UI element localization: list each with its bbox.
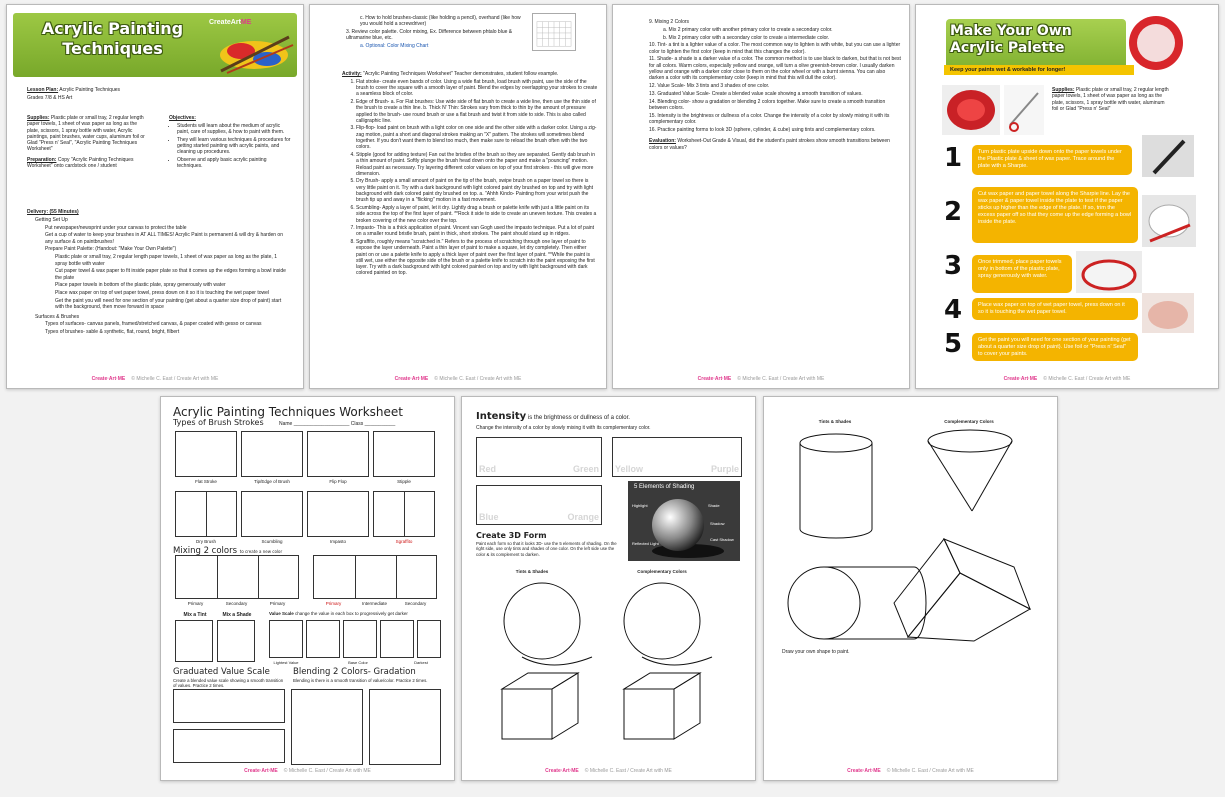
title-banner	[13, 13, 297, 77]
blending-heading: Blending 2 Colors- Gradation	[293, 667, 416, 677]
plate-image	[942, 85, 1000, 135]
types-heading: Types of Brush Strokes	[173, 418, 264, 427]
page-lesson-plan: Acrylic Painting Techniques CreateArtME Lesson Plan: Acrylic Painting Techniques Grades 7/8 & HS Art Supplies: Plastic plate or small tray, 2 regular length paper towels, 1 sheet of wax paper as long as the plate, scissors, 1 spray bottle with water, Acrylic paintings, paint brushes, water cups, aluminum foil or Glad "Press n' Seal", "Acrylic Painting Techniques Worksheet" Preparation: Copy "Acrylic Painting Techniques Worksheet" onto cardstock one / student Objectives: • Students will learn about the medium of acrylic paint, care of supplies, & how to paint with them. • They will learn various techniques & procedures for getting started painting with acrylic paints, and cleaning up procedures. • Observe and apply basic acrylic painting techniques. Delivery: (55 Minutes) Getting Set Up Put newspaper/newsprint under your canvas to protect the table Get a cup of water to keep your brushes in AT ALL TIMES! Acrylic Paint is permanent & will dry & harden on any surface & on paintbrushes! Prepare Paint Palette: (Handout: "Make Your Own Palette") Plastic plate or small tray, 2 regular length paper towels, 1 sheet of wax paper as long as the plate, 1 spray bottle with water Cut paper towel & wax paper to fit inside paper plate so that it comes up the edges forming a bowl inside the plate Place paper towels in bottom of the plastic plate, spray generously with water Place wax paper on top of wet paper towel, press down on it so it is touching the wet paper towel Get the paint you will need for one section of your painting (get about a quarter size drop of paint) start with the background, then move forward in space Surfaces & Brushes Types of surfaces- canvas panels, framed/stretched canvas, & paper coated with gesso or canvas Types of brushes- sable & synthetic, flat, round, bright, filbert Create·Art·ME © Michelle C. East / Create Art with ME	[6, 4, 304, 389]
value-box[interactable]	[306, 620, 340, 658]
mixing-box[interactable]	[175, 555, 299, 599]
paint-brushes-image	[211, 31, 297, 75]
worksheet-title: Acrylic Painting Techniques Worksheet	[173, 405, 403, 419]
practice-box[interactable]	[307, 491, 369, 537]
intensity-swatch[interactable]: Yellow Purple	[612, 437, 742, 477]
techniques-continued: 9. Mixing 2 Colors a. Mix 2 primary color with another primary color to create a secondary color. b. Mix 2 primary color with a secondary color to create a intermediate color. 10. Tint- a tint is a lighter value of a color. The most common way to lighten is with white, but you can use a lighter color to lighten the first color (keep in mind that this changes the color). 11. Shade- a shade is a darker value of a color. The common method is to use black to darken, but that is not best for all colors. Warm colors, especially yellow and orange, will turn a olive greenish-brown color. I usually darken yellow and orange with a darker color close to them on the color wheel or with a burnt sienna. You can also darken a color with its complementary color (keep in mind that this will dull the color). 12. Value Scale- Mix 3 tints and 3 shades of one color. 13. Graduated Value Scale- Create a blended value scale showing a smooth transition of values. 14. Blending color- show a gradation or blending 2 colors together. Make sure to create a smooth transition between colors. 15. Intensity is the brightness or dullness of a color. Change the intensity of a color by slowly mixing it with its complementary color. 16. Practice painting forms to look 3D (sphere, cylinder, & cube) using tints and complementary colors. Evaluation: Worksheet-Out Grade & Visual, did the student's paint strokes show smooth transitions between colors or values?	[649, 19, 901, 151]
supplies-text: Plastic plate or small tray, 2 regular length paper towels, 1 sheet of wax paper as long as the plate, scissors, 1 spray bottle with water, Acrylic paintings, paint brushes, water cups, aluminum foil or Glad "Press n' Seal", "Acrylic Painting Techniques Worksheet"	[27, 115, 145, 153]
page-footer: Create·Art·ME © Michelle C. East / Create Art with ME	[847, 768, 974, 774]
intensity-heading: Intensity is the brightness or dullness of a color.	[476, 411, 630, 422]
value-box[interactable]	[380, 620, 414, 658]
brand-logo: CreateArtME	[209, 19, 252, 26]
form-outlines[interactable]	[774, 427, 1050, 647]
practice-box[interactable]	[373, 431, 435, 477]
page-footer: Create·Art·ME © Michelle C. East / Create Art with ME	[545, 768, 672, 774]
color-mixing-chart-thumbnail	[532, 13, 576, 51]
step-box: Once trimmed, place paper towels only in bottom of the plastic plate, spray generously with water.	[972, 255, 1072, 293]
step-box: Get the paint you will need for one section of your painting (get about a quarter size drop of paint). Use foil or "Press n' Seal" to cover your paints.	[972, 333, 1138, 361]
step-box: Cut wax paper and paper towel along the Sharpie line. Lay the wax paper & paper towel inside the plate to test if the paper sticks up higher than the edge of the plate. If so, trim the excess paper off so that they come up the edge forming a bowl inside the plate.	[972, 187, 1138, 243]
step-box: Turn plastic plate upside down onto the paper towels under the Plastic plate & sheet of wax paper. Trace around the plate with a Sharpie.	[972, 145, 1132, 175]
graduated-heading: Graduated Value Scale	[173, 667, 270, 677]
blending-box[interactable]	[291, 689, 363, 765]
page-worksheet: Acrylic Painting Techniques Worksheet Types of Brush Strokes Name ____________________ Class ___________ Flat Stroke Tip/Edge of Brush Flip Flop Stipple Dry Brush Scumbling Impasto Sgraffito Mixing 2 colors to create a new color Primary Secondary Primary Primary Intermediate Secondary Mix a Tint Mix a Shade Value Scale change the value in each box to progressively get darker Lightest Value Base Color Darkest Graduated Value Scale Create a blended value scale showing a smooth transition of values. Practice 2 times. Blending 2 Colors- Gradation Blending is there is a smooth transition of value/color. Practice 2 times. Create·Art·ME © Michelle C. East / Create Art with ME	[160, 396, 455, 781]
page-intensity-form: Intensity is the brightness or dullness of a color. Change the intensity of a color by slowly mixing it with its complementary color. Red Green Yellow Purple Blue Orange 5 Elements of Shading Highlight Shade Shadow Reflected Light Cast Shadow Create 3D Form Paint each form so that it looks 3D- use the 5 elements of shading. On the right side, use only tints and shades of one color. On the left side use the color & its complement to darken. Tints & Shades Complementary Colors Create·Art·ME © Michelle C. East / Create Art with ME	[461, 396, 756, 781]
practice-box[interactable]	[373, 491, 435, 537]
page-lesson-activity: c. How to hold brushes-classic (like holding a pencil), overhand (like how you would hold a screwdriver) 3. Review color palette. Color mixing, Ex. Difference between phtalo blue & ultramarine blue, etc. a. Optional: Color Mixing Chart Activity: "Acrylic Painting Techniques Worksheet" Teacher demonstrates, student follow example. 1. Flat stroke- create even bands of color. Using a wide flat brush, load brush with paint, use the side of the brush to cover the square with a smooth layer of paint. Blend the edges by overlapping your strokes to create a seamless block of color. 2. Edge of Brush- a. For Flat brushes: Use wide side of flat brush to create a wide line, then use the thin side of the brush to create a thin line. b. Thick N' Thin: Strokes vary from thick to thin by the amount of pressure applied to the brush- use round brush or use a flat brush and twist it from side to side. This is also called calligraphic line. 3. Flip-flop- load paint on brush with a light color on one side and the other side with a darker color. Using a zig-zag motion, paint a short and diagonal strokes making an "X" pattern. The strokes will sometimes blend together. If you don't want them to blend too much, then make sure to reload the brush often with the two colors. 4. Stipple (good for adding texture) Fan out the bristles of the brush so they are separated. Gently dab brush in a thin amount of paint. Softly plunge the brush head down onto the paper and make a "pouncing" motion. Reload paint as necessary. Try layering different color values on top of your first strokes - this will give more dimension. 5. Dry Brush- apply a small amount of paint on the tip of the brush, swipe brush on a paper towel so there is very little paint on it. Try with a dark background with light colored paint dry brushed on top and try with light background with dark colored paint dry brushed on top. a. "Ahhh Kindo- Painting from your wrist push the brush tip up and away in a "flicking" motion in a fast movement. 6. Scumbling- Apply a layer of paint, let it dry. Lightly drag a brush or palette knife with just a little paint on its side across the top of the first layer of paint. **Rock it side to side to create an uneven texture. This creates a broken covering of the new color over the top. 7. Impasto- This is a thick application of paint. Vincent van Gogh used the impasto technique. Put a lot of paint on a smaller round bristle brush, paint in thick, short strokes. The paint should stand up in ridges. 8. Sgraffito, roughly means "scratched in." Refers to the process of scratching through one layer of paint to expose the layer underneath. Paint a thin layer of paint to make a square, let dry completely. Then either paint on or use a palette knife to apply a thick layer of paint over the first layer of paint. **While the paint is still wet, use either the opposite side of the brush or a palette knife to scratch into the paint exposing the first layer. Try with a dark background with light colored painted on top and try with light background with dark colored painted on top. Create·Art·ME © Michelle C. East / Create Art with ME	[309, 4, 607, 389]
form-outlines[interactable]	[482, 577, 744, 767]
step-box: Place wax paper on top of wet paper towel, press down on it so it is touching the wet paper towel.	[972, 298, 1138, 320]
value-box[interactable]	[269, 620, 303, 658]
graduated-box[interactable]	[173, 729, 285, 763]
activity-section: Activity: "Acrylic Painting Techniques Worksheet" Teacher demonstrates, student follow example. 1. Flat stroke- create even bands of color. Using a wide flat brush, load brush with paint, use the side of the brush to cover the square with a smooth layer of paint. Blend the edges by overlapping your strokes to create a seamless block of color. 2. Edge of Brush- a. For Flat brushes: Use wide side of flat brush to create a wide line, then use the thin side of the brush to create a thin line. b. Thick N' Thin: Strokes vary from thick to thin by the amount of pressure applied to the brush- use round brush or use a flat brush and twist it from side to side. This is also called calligraphic line. 3. Flip-flop- load paint on brush with a light color on one side and the other side with a darker color. Using a zig-zag motion, paint a short and diagonal strokes making an "X" pattern. The strokes will sometimes blend together. If you don't want them to blend too much, then make sure to reload the brush often with the two colors. 4. Stipple (good for adding texture) Fan out the bristles of the brush so they are separated. Gently dab brush in a thin amount of paint. Softly plunge the brush head down onto the paper and make a "pouncing" motion. Reload paint as necessary. Try layering different color values on top of your first strokes - this will give more dimension. 5. Dry Brush- apply a small amount of paint on the tip of the brush, swipe brush on a paper towel so there is very little paint on it. Try with a dark background with light colored paint dry brushed on top and try with light background with dark colored paint dry brushed on top. a. "Ahhh Kindo- Painting from your wrist push the brush tip up and away in a "flicking" motion in a fast movement. 6. Scumbling- Apply a layer of paint, let it dry. Lightly drag a brush or palette knife with just a little paint on its side across the top of the first layer of paint. **Rock it side to side to create an uneven texture. This creates a broken covering of the new color over the top. 7. Impasto- This is a thick application of paint. Vincent van Gogh used the impasto technique. Put a lot of paint on a smaller round bristle brush, paint in thick, short strokes. The paint should stand up in ridges. 8. Sgraffito, roughly means "scratched in." Refers to the process of scratching through one layer of paint to expose the layer underneath. Paint a thin layer of paint to make a square, let dry completely. Then either paint on or use a palette knife to apply a thick layer of paint over the first layer of paint. **While the paint is still wet, use either the opposite side of the brush or a palette knife to scratch into the paint exposing the first layer. Try with a dark background with light colored painted on top and try with light background with dark colored painted on top.	[342, 71, 598, 278]
palette-title-banner	[946, 19, 1126, 71]
practice-box[interactable]	[307, 431, 369, 477]
page-make-palette: Make Your Own Acrylic Palette Keep your paints wet & workable for longer! Supplies: Plastic plate or small tray, 2 regular length paper towels, 1 sheet of wax paper as long as the plate, scissors, 1 spray bottle with water, aluminum foil or Glad "Press n' Seal" 1 Turn plastic plate upside down onto the paper towels under the Plastic plate & sheet of wax paper. Trace around the plate with a Sharpie. 2 Cut wax paper and paper towel along the Sharpie line. Lay the wax paper & paper towel inside the plate to test if the paper sticks up higher than the edge of the plate. If so, trim the excess paper off so that they come up the edge forming a bowl inside the plate. 3 Once trimmed, place paper towels only in bottom of the plastic plate, spray generously with water. 4 Place wax paper on top of wet paper towel, press down on it so it is touching the wet paper towel. 5 Get the paint you will need for one section of your painting (get about a quarter size drop of paint). Use foil or "Press n' Seal" to cover your paints. Create·Art·ME © Michelle C. East / Create Art with ME	[915, 4, 1219, 389]
preparation-text: Copy "Acrylic Painting Techniques Worksheet" onto cardstock one / student	[27, 156, 134, 170]
value-box[interactable]	[417, 620, 441, 658]
scissors-image	[1004, 85, 1044, 135]
page-title: Make Your Own Acrylic Palette	[950, 23, 1072, 56]
page-title: Acrylic Painting Techniques	[41, 19, 184, 58]
shading-diagram: 5 Elements of Shading Highlight Shade Shadow Reflected Light Cast Shadow	[628, 481, 740, 561]
mixing-box[interactable]	[313, 555, 437, 599]
blending-box[interactable]	[369, 689, 441, 765]
page-footer: Create·Art·ME © Michelle C. East / Create Art with ME	[91, 376, 219, 382]
hand-press-image	[1142, 293, 1194, 333]
shade-box[interactable]	[217, 620, 255, 662]
step-number: 1	[944, 143, 963, 173]
value-box[interactable]	[343, 620, 377, 658]
practice-box[interactable]	[241, 491, 303, 537]
page-lesson-continued	[612, 4, 910, 389]
page-footer: Create·Art·ME © Michelle C. East / Create Art with ME	[697, 376, 825, 382]
intensity-swatch[interactable]: Blue Orange	[476, 485, 602, 525]
techniques-list: 1. Flat stroke- create even bands of color. Using a wide flat brush, load brush with paint, use the side of the brush to cover the square with a smooth layer of paint. Blend the edges by overlapping your strokes to create a seamless block of color. 2. Edge of Brush- a. For Flat brushes: Use wide side of flat brush to create a wide line, then use the thin side of the brush to create a thin line. b. Thick N' Thin: Strokes vary from thick to thin by the amount of pressure applied to the brush- use round brush or use a flat brush and twist it from side to side. This is also called calligraphic line. 3. Flip-flop- load paint on brush with a light color on one side and the other side with a darker color. Using a zig-zag motion, paint a short and diagonal strokes making an "X" pattern. The strokes will sometimes blend together. If you don't want them to blend too much, then make sure to reload the brush often with the two colors. 4. Stipple (good for adding texture) Fan out the bristles of the brush so they are separated. Gently dab brush in a thin amount of paint. Softly plunge the brush head down onto the paper and make a "pouncing" motion. Reload paint as necessary. Try layering different color values on top of your first strokes - this will give more dimension. 5. Dry Brush- apply a small amount of paint on the tip of the brush, swipe brush on a paper towel so there is very little paint on it. Try with a dark background with light colored paint dry brushed on top and try with light background with dark colored paint dry brushed on top. a. "Ahhh Kindo- Painting from your wrist push the brush tip up and away in a "flicking" motion in a fast movement. 6. Scumbling- Apply a layer of paint, let it dry. Lightly drag a brush or palette knife with just a little paint on its side across the top of the first layer of paint. **Rock it side to side to create an uneven texture. This creates a broken covering of the new color over the top. 7. Impasto- This is a thick application of paint. Vincent van Gogh used the impasto technique. Put a lot of paint on a smaller round bristle brush, paint in thick, short strokes. The paint should stand up in ridges. 8. Sgraffito, roughly means "scratched in." Refers to the process of scratching through one layer of paint to expose the layer underneath. Paint a thin layer of paint to make a square, let dry completely. Then either paint on or use a palette knife to apply a thick layer of paint over the first layer of paint. **While the paint is still wet, use either the opposite side of the brush or a palette knife to scratch into the paint exposing the first layer. Try with a dark background with light colored painted on top and try with light background with dark colored painted on top.	[342, 79, 598, 277]
objectives-list: • Students will learn about the medium of acrylic paint, care of supplies, & how to paint with them. • They will learn various techniques & procedures for getting started painting with acrylic paints, and cleaning up procedures. • Observe and apply basic acrylic painting techniques.	[169, 123, 293, 170]
practice-box[interactable]	[175, 491, 237, 537]
step-number: 4	[944, 295, 963, 325]
trimming-image	[1142, 195, 1196, 247]
mixing-heading: Mixing 2 colors to create a new color	[173, 546, 283, 556]
form-heading: Create 3D Form	[476, 531, 547, 540]
page-footer: Create·Art·ME © Michelle C. East / Create Art with ME	[394, 376, 522, 382]
practice-box[interactable]	[175, 431, 237, 477]
shaded-sphere-icon	[628, 491, 740, 561]
sharpie-image	[1142, 135, 1194, 177]
page-footer: Create·Art·ME © Michelle C. East / Create Art with ME	[244, 768, 371, 774]
tint-box[interactable]	[175, 620, 213, 662]
spray-plate-image	[1076, 251, 1142, 293]
palette-plate-image	[1126, 15, 1186, 71]
practice-box[interactable]	[241, 431, 303, 477]
delivery-section: Delivery: (55 Minutes) Getting Set Up Put newspaper/newsprint under your canvas to protect the table Get a cup of water to keep your brushes in AT ALL TIMES! Acrylic Paint is permanent & will dry & harden on any surface & on paintbrushes! Prepare Paint Palette: (Handout: "Make Your Own Palette") Plastic plate or small tray, 2 regular length paper towels, 1 sheet of wax paper as long as the plate, 1 spray bottle with water Cut paper towel & wax paper to fit inside paper plate so that it comes up the edges forming a bowl inside the plate Place paper towels in bottom of the plastic plate, spray generously with water Place wax paper on top of wet paper towel, press down on it so it is touching the wet paper towel Get the paint you will need for one section of your painting (get about a quarter size drop of paint) start with the background, then move forward in space Surfaces & Brushes Types of surfaces- canvas panels, framed/stretched canvas, & paper coated with gesso or canvas Types of brushes- sable & synthetic, flat, round, bright, filbert	[27, 209, 286, 336]
intensity-swatch[interactable]: Red Green	[476, 437, 602, 477]
step-number: 2	[944, 197, 963, 227]
page-forms: Tints & Shades Complementary Colors Draw your own shape to paint. Create·Art·ME © Michelle C. East / Create Art with ME	[763, 396, 1058, 781]
palette-subtitle: Keep your paints wet & workable for longer!	[944, 65, 1134, 75]
page-footer: Create·Art·ME © Michelle C. East / Create Art with ME	[1003, 376, 1131, 382]
step-number: 5	[944, 329, 963, 359]
step-number: 3	[944, 251, 963, 281]
graduated-box[interactable]	[173, 689, 285, 723]
